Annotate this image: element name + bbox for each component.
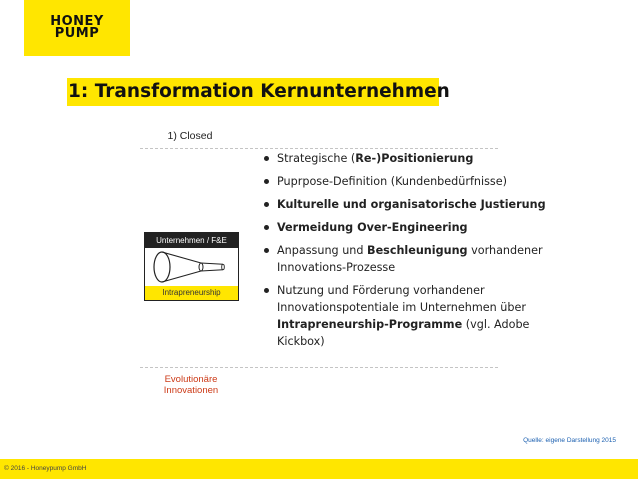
title-bar: [67, 78, 450, 106]
bullet-text: Strategische (: [277, 152, 356, 165]
bullet-text: (vgl. Adobe Kickbox): [277, 318, 530, 348]
logo-line-2: PUMP: [54, 26, 100, 41]
honeypump-logo: [24, 0, 130, 56]
source-note: Quelle: eigene Darstellung 2015: [523, 437, 616, 444]
bullet-item: [262, 196, 552, 213]
funnel-icon: [151, 250, 233, 284]
logo-line-1: HONEY: [50, 14, 104, 29]
bullet-item: [262, 173, 552, 190]
bullet-item: [262, 242, 552, 276]
evolution-label-line-2: Innovationen: [163, 385, 219, 396]
page-title: 1: Transformation Kernunternehmen: [68, 81, 450, 102]
bullet-item: [262, 219, 552, 236]
card-header: Unternehmen / F&E: [145, 233, 238, 248]
evolution-label: [146, 374, 236, 396]
bullet-text: Intrapreneurship-Programme: [277, 318, 463, 331]
divider-top: [140, 148, 498, 149]
footer-copyright: © 2016 - Honeypump GmbH: [4, 465, 87, 472]
bullet-text: Puprpose-Definition (Kundenbedürfnisse): [277, 175, 507, 188]
footer-bar: [0, 459, 638, 479]
bullet-item: [262, 282, 552, 350]
bullet-list: [262, 150, 552, 356]
bullet-text: vorhandener Innovations-Prozesse: [277, 244, 543, 274]
evolution-label-line-1: Evolutionäre: [164, 374, 218, 385]
divider-bottom: [140, 367, 498, 368]
funnel-card: [144, 232, 239, 301]
section-label: 1) Closed: [167, 130, 213, 142]
bullet-text: Kulturelle und organisatorische Justierung: [277, 198, 546, 211]
bullet-text: Anpassung und: [277, 244, 368, 257]
bullet-text: Re-)Positionierung: [355, 152, 474, 165]
bullet-text: Vermeidung Over-Engineering: [277, 221, 468, 234]
card-footer: Intrapreneurship: [145, 286, 238, 300]
bullet-text: Beschleunigung: [367, 244, 468, 257]
bullet-text: Nutzung und Förderung vorhandener Innovationspotentiale im Unternehmen über: [277, 284, 526, 314]
bullet-item: [262, 150, 552, 167]
